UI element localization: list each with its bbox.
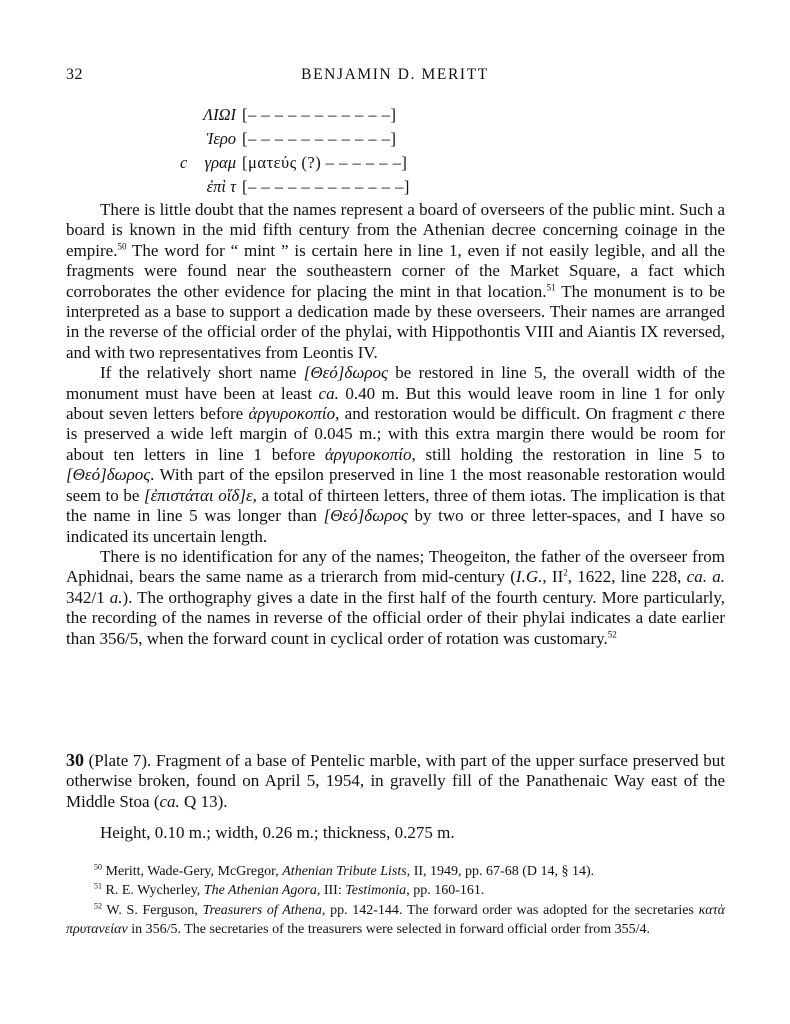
paragraph: If the relatively short name [Θεό]δωρος be restored in line 5, the overall width of the monument must have been at least ca. 0.40 m. But this would leave room in line 1 for only about seven letters before ἀργυροκοπίο, and restoration would be difficult. On fragment c there is preserved a wide left margin of 0.045 m.; with this extra margin there would be room for about ten letters in line 1 before ἀργυροκοπίο, still holding the restoration in line 5 to [Θεό]δωρος. With part of the epsilon preserved in line 1 the most reasonable restoration would seem to be [ἐπιστάται οἵδ]ε, a total of thirteen letters, three of them iotas. The implication is that the name in line 5 was longer than [Θεό]δωρος by two or three letter-spaces, and I have so indicated its uncertain length. [66,363,726,546]
inscription-restoration: [– – – – – – – – – – –] [242,129,397,148]
greek-term: [Θεό]δωρος [303,363,388,383]
greek-term: [ἐπιστάται οἵδ]ε [143,485,253,505]
inscription-preserved: ΛΙΩΙ [203,105,236,124]
footnote-ref-50[interactable]: 50 [117,241,127,252]
inscription-line [180,103,480,127]
fragment-label: c [180,153,188,172]
footnote-50: $^{50}$ Meritt, Wade-Gery, McGregor, Athenian Tribute Lists, II, 1949, pp. 67-68 (D 14, § 14). [94,862,595,879]
inscription-line [180,127,480,151]
greek-term: [Θεό]δωρος [323,506,408,526]
inscription-text [180,103,480,199]
inscription-restoration: [– – – – – – – – – – –] [242,105,397,124]
footnote-51: $^{51}$ R. E. Wycherley, The Athenian Agora, III: Testimonia, pp. 160-161. [94,881,485,899]
measurements: Height, 0.10 m.; width, 0.26 m.; thickness, 0.275 m. [100,823,455,842]
entry-number: 30 [66,750,84,770]
greek-term: ἀργυροκοπίο [248,404,336,424]
running-head: BENJAMIN D. MERITT [301,66,489,83]
page-header [0,66,790,90]
catalogue-entry [66,750,725,812]
inscription-line [180,175,480,199]
body-text [66,200,725,649]
paragraph: There is little doubt that the names represent a board of overseers of the public mint. Such a board is known in the mid fifth century from the Athenian decree concerning coinage in the empire.$^{50}$ The word for “ mint ” is certain here in line 1, even if not easily legible, and all the fragments were found near the southeastern corner of the Market Square, a fact which corroborates the other evidence for placing the mint in that location.$^{51}$ The monument is to be interpreted as a base to support a dedication made by these overseers. Their names are arranged in the reverse of the official order of the phylai, with Hippothontis VIII and Aiantis IX reversed, and with two representatives from Leontis IV. [66,200,725,362]
inscription-restoration: [ματεύς (?) – – – – – –] [242,153,408,172]
inscription-line [180,151,480,175]
inscription-preserved: Ἱερο [206,129,236,148]
greek-term: ἀργυροκοπίο [324,444,412,464]
footnote-ref-51[interactable]: 51 [546,281,556,292]
footnotes [66,862,725,940]
footnote-52: $^{52}$ W. S. Ferguson, Treasurers of Athena, pp. 142-144. The forward order was adopted for the secretaries κατὰ πρυτανείαν in 356/5. The secretaries of the treasurers were selected in forward official order from 355/4. [66,901,725,938]
inscription-preserved: γραμ [204,153,236,172]
inscription-restoration: [– – – – – – – – – – – –] [242,177,410,196]
page-number: 32 [66,66,83,83]
greek-term: [Θεό]δωρος [66,465,151,485]
paragraph: There is no identification for any of the names; Theogeiton, the father of the overseer from Aphidnai, bears the same name as a trierarch from mid-century (I.G., II$^2$, 1622, line 228, ca. a. 342/1 a.). The orthography gives a date in the first half of the fourth century. More particularly, the recording of the names in reverse of the official order of their phylai indicates a date earlier than 356/5, when the forward count in cyclical order of rotation was customary.$^{52}$ [66,546,725,648]
entry-description: 30 (Plate 7). Fragment of a base of Pentelic marble, with part of the upper surface preserved but otherwise broken, found on April 5, 1954, in gravelly fill of the Panathenaic Way east of the Middle Stoa (ca. Q 13). [66,750,725,811]
inscription-preserved: ἐπὶ τ [206,177,236,196]
footnote-ref-52[interactable]: 52 [607,628,617,639]
